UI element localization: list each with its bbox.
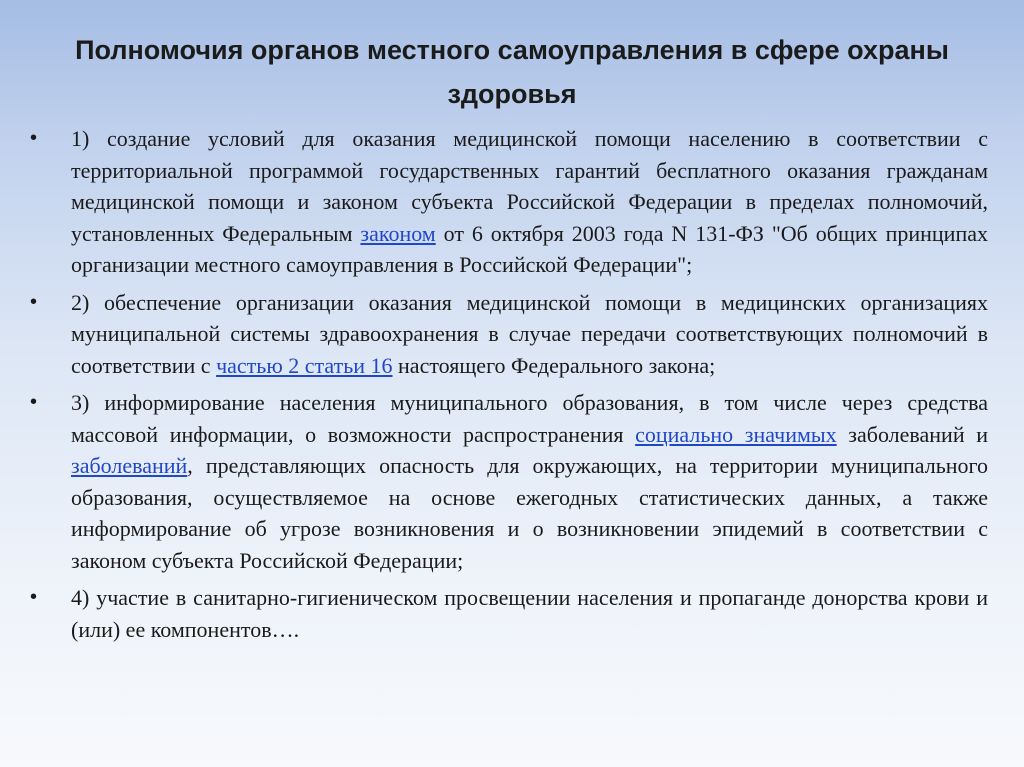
bullet-text: 3) информирование населения муниципального образования, в том числе через средства массовой информации, о возможности распространения (71, 390, 988, 447)
law-link[interactable]: законом (360, 220, 436, 246)
bullet-text: заболеваний и (836, 421, 988, 447)
slide-title: Полномочия органов местного самоуправления в сфере охраны здоровья (75, 35, 949, 109)
bullet-text: 1) создание условий для оказания медицинской помощи населению в соответствии с территориальной программой государственных гарантий бесплатного оказания гражданам медицинской помощи и законом субъекта Российской Федерации в пределах полномочий, установленных Федеральным (71, 126, 988, 246)
bullet-text: от 6 октября 2003 года N 131-ФЗ "Об общих принципах организации местного самоуправления в Российской Федерации"; (71, 220, 988, 277)
bullet-list (30, 123, 988, 651)
bullet-text: настоящего Федерального закона; (392, 352, 716, 378)
bullet-text: , представляющих опасность для окружающих, на территории муниципального образования, осуществляемое на основе ежегодных статистических данных, а также информирование об угрозе возникновения и о возникновении эпидемий в соответствии с законом субъекта Российской Федерации; (71, 453, 988, 573)
bullet-marker: • (30, 127, 38, 149)
bullet-text: 2) обеспечение организации оказания медицинской помощи в медицинских организациях муниципальной системы здравоохранения в случае передачи соответствующих полномочий в соответствии с (71, 289, 988, 378)
article-link[interactable]: частью 2 статьи 16 (216, 352, 393, 378)
bullet-marker: • (30, 391, 38, 413)
bullet-marker: • (30, 290, 38, 313)
bullet-item-1 (30, 123, 988, 281)
bullet-text: 4) участие в санитарно-гигиеническом просвещении населения и пропаганде донорства крови и (или) ее компонентов…. (71, 585, 988, 642)
bullet-item-2 (30, 287, 988, 382)
bullet-item-3 (30, 387, 988, 576)
bullet-item-4 (30, 582, 988, 645)
diseases-link[interactable]: заболеваний (71, 453, 188, 478)
socially-significant-link[interactable]: социально значимых (635, 421, 837, 447)
bullet-marker: • (30, 586, 38, 608)
